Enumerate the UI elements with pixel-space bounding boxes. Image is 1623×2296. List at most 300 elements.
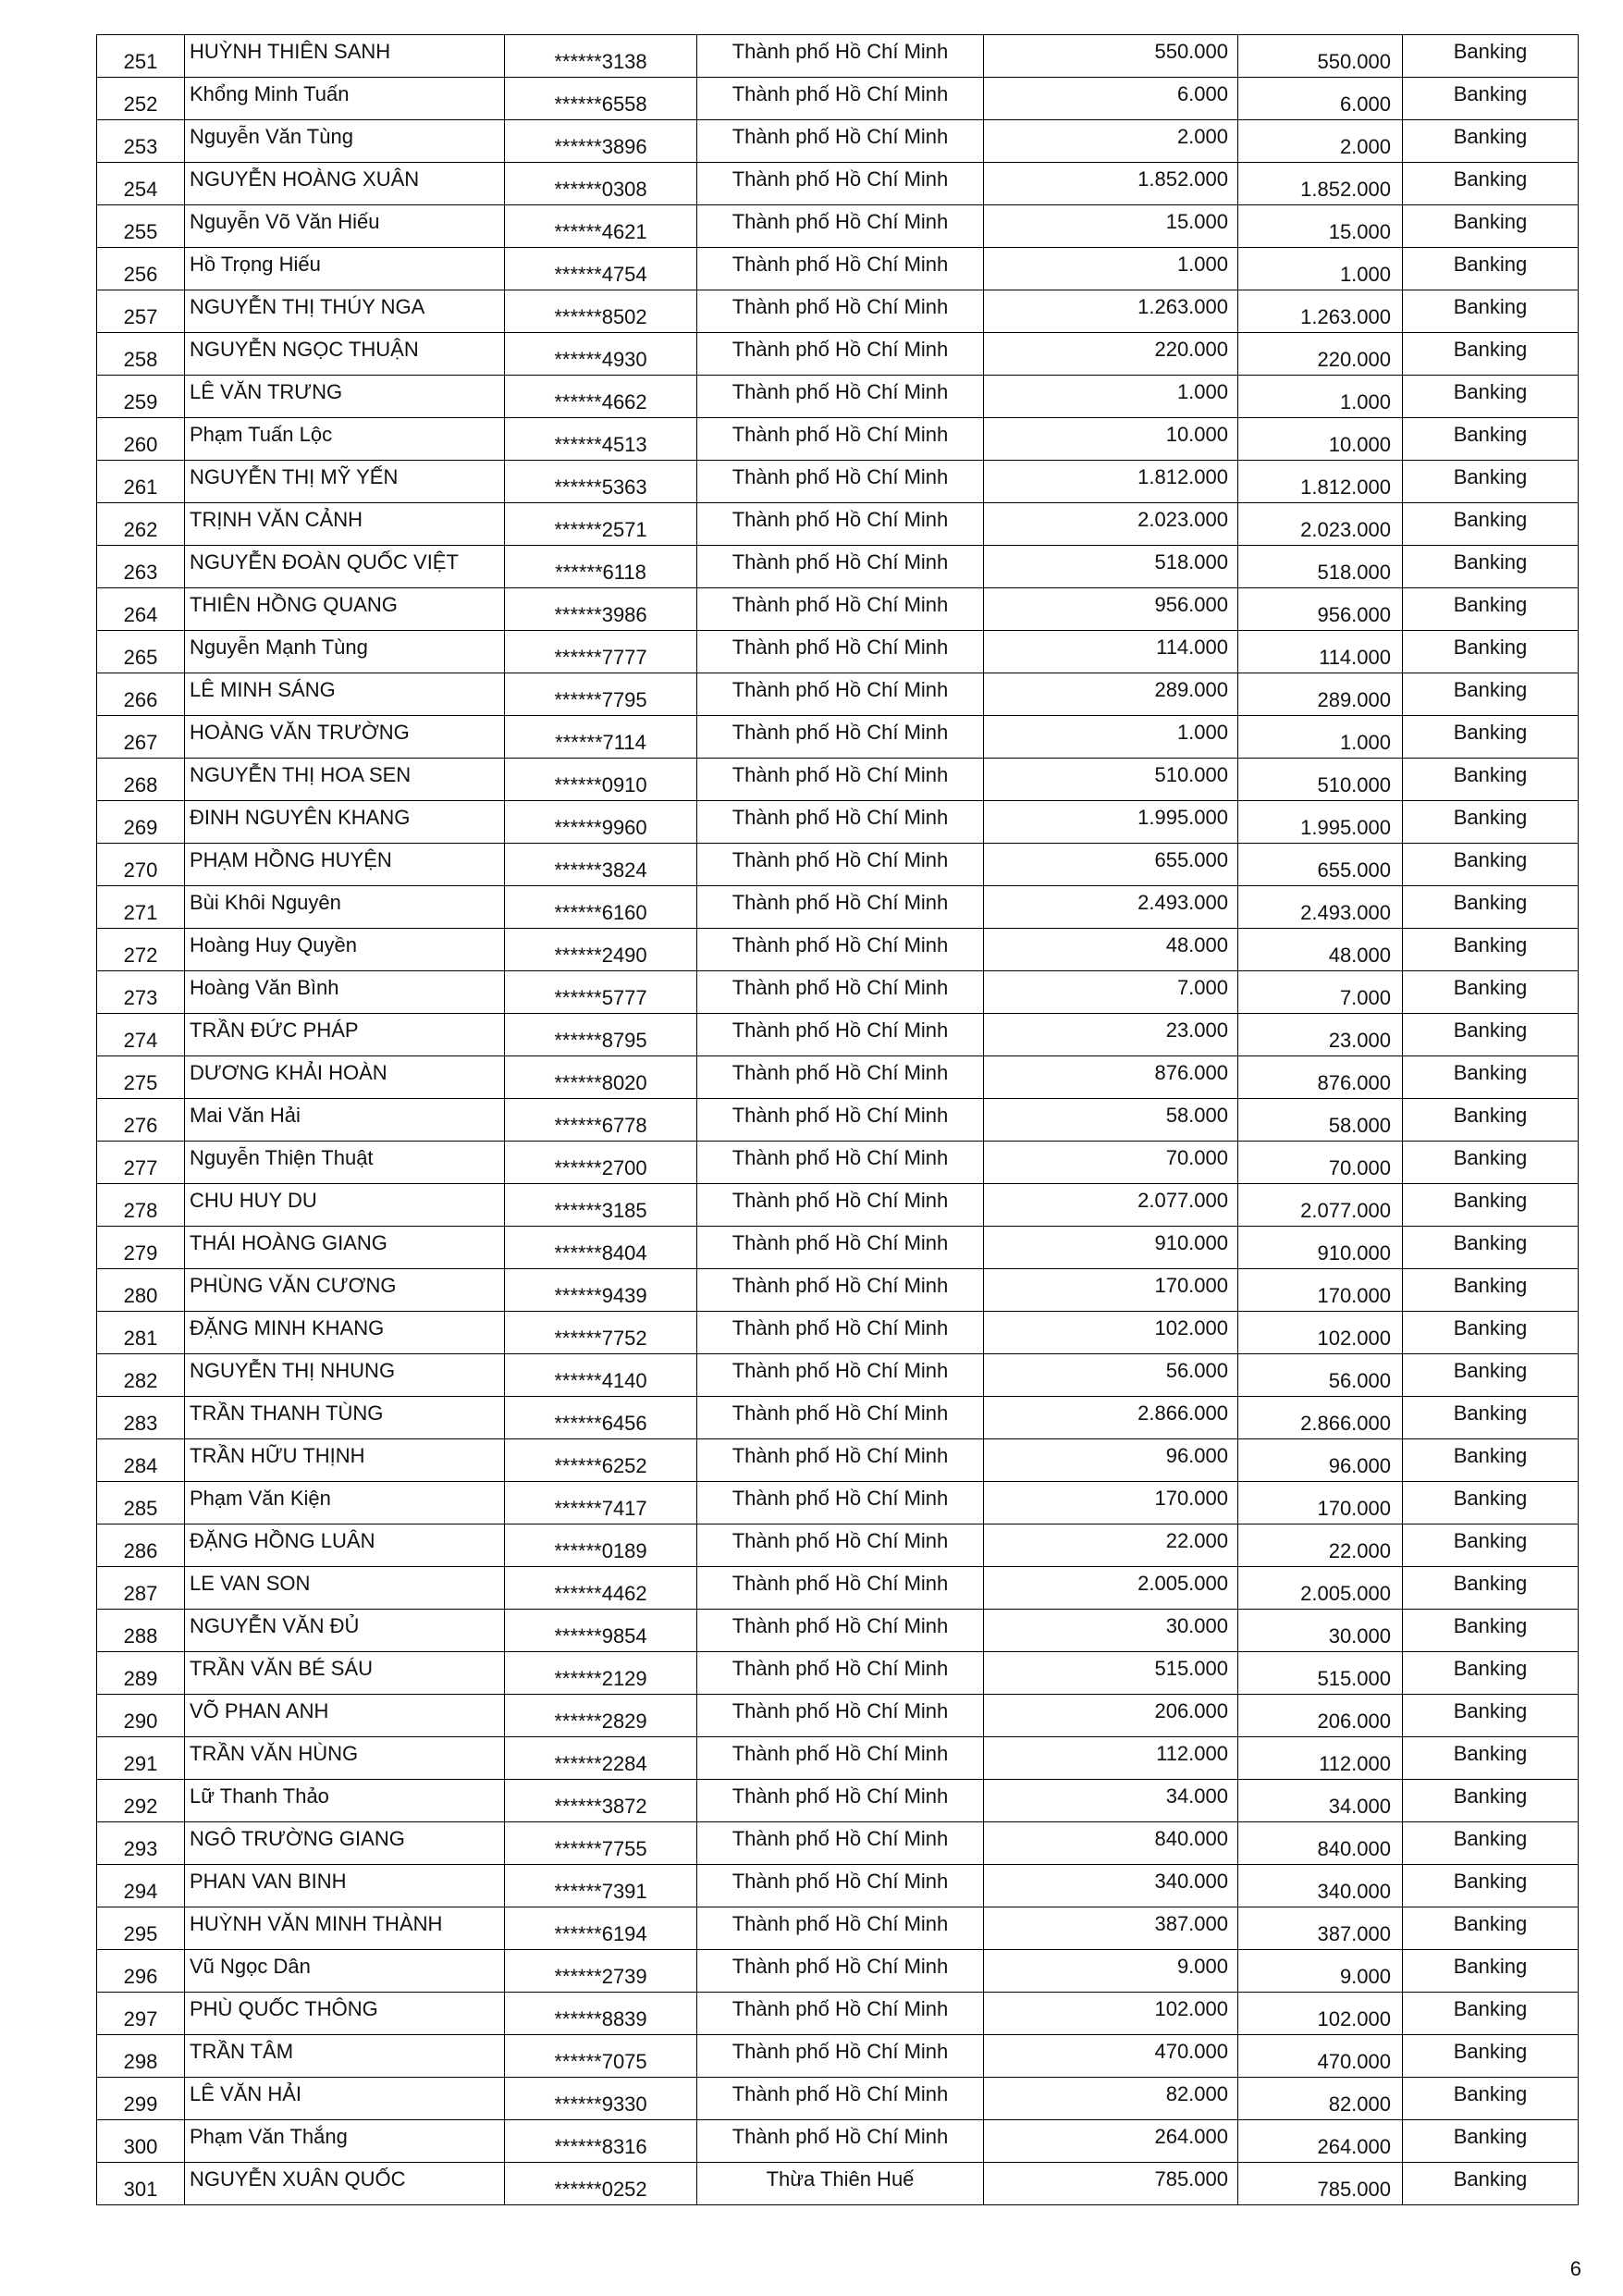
received-amount-cell: [1238, 588, 1403, 631]
table-row: [97, 78, 1579, 120]
account-number-cell: [505, 1780, 697, 1822]
amount-cell: [984, 1482, 1238, 1524]
amount: 82.000: [1165, 2082, 1228, 2105]
location-cell: [697, 1439, 984, 1482]
row-number: 258: [123, 348, 158, 371]
account-number: ******9330: [554, 2092, 647, 2116]
row-number-cell: [97, 1780, 185, 1822]
location-cell: [697, 801, 984, 844]
row-number-cell: [97, 1482, 185, 1524]
account-number: ******2739: [554, 1965, 647, 1988]
account-number-cell: [505, 1865, 697, 1907]
location-cell: [697, 35, 984, 78]
payment-method: Banking: [1453, 465, 1528, 488]
payment-method: Banking: [1453, 40, 1528, 63]
received-amount: 515.000: [1317, 1667, 1391, 1690]
amount: 220.000: [1154, 338, 1228, 361]
row-number-cell: [97, 1099, 185, 1142]
amount: 7.000: [1176, 976, 1228, 999]
amount: 9.000: [1176, 1955, 1228, 1978]
location-cell: [697, 248, 984, 290]
donor-name: Mai Văn Hải: [190, 1104, 301, 1127]
location: Thành phố Hồ Chí Minh: [732, 721, 949, 744]
row-number: 262: [123, 518, 158, 541]
received-amount-cell: [1238, 546, 1403, 588]
table-row: [97, 1056, 1579, 1099]
location-cell: [697, 1056, 984, 1099]
amount: 510.000: [1154, 763, 1228, 786]
donor-name-cell: [185, 1610, 505, 1652]
received-amount: 10.000: [1328, 433, 1391, 456]
amount-cell: [984, 120, 1238, 163]
account-number: ******3986: [554, 603, 647, 626]
payment-method-cell: [1403, 35, 1579, 78]
payment-method-cell: [1403, 1397, 1579, 1439]
payment-method-cell: [1403, 1695, 1579, 1737]
donor-name-cell: [185, 1397, 505, 1439]
location-cell: [697, 1482, 984, 1524]
location-cell: [697, 1993, 984, 2035]
payment-method-cell: [1403, 1312, 1579, 1354]
payment-method-cell: [1403, 1652, 1579, 1695]
donor-name: PHÙNG VĂN CƯƠNG: [190, 1274, 397, 1297]
amount-cell: [984, 1397, 1238, 1439]
amount-cell: [984, 1269, 1238, 1312]
location: Thành phố Hồ Chí Minh: [732, 933, 949, 957]
account-number-cell: [505, 163, 697, 205]
account-number: ******2129: [554, 1667, 647, 1690]
location-cell: [697, 546, 984, 588]
received-amount: 2.077.000: [1300, 1199, 1391, 1222]
received-amount: 30.000: [1328, 1624, 1391, 1648]
amount: 1.000: [1176, 721, 1228, 744]
donor-name: Nguyễn Mạnh Tùng: [190, 636, 368, 659]
account-number: ******4621: [554, 220, 647, 243]
received-amount-cell: [1238, 1142, 1403, 1184]
row-number-cell: [97, 333, 185, 376]
location-cell: [697, 1780, 984, 1822]
amount-cell: [984, 759, 1238, 801]
amount: 206.000: [1154, 1699, 1228, 1722]
received-amount-cell: [1238, 2035, 1403, 2078]
amount: 1.812.000: [1137, 465, 1228, 488]
table-row: [97, 2120, 1579, 2163]
location-cell: [697, 1610, 984, 1652]
row-number: 275: [123, 1071, 158, 1094]
location-cell: [697, 163, 984, 205]
row-number-cell: [97, 2120, 185, 2163]
row-number-cell: [97, 1652, 185, 1695]
amount-cell: [984, 546, 1238, 588]
donor-name: TRẦN VĂN HÙNG: [190, 1742, 359, 1765]
row-number-cell: [97, 120, 185, 163]
row-number-cell: [97, 1184, 185, 1227]
amount-cell: [984, 2078, 1238, 2120]
table-row: [97, 120, 1579, 163]
table-row: [97, 1482, 1579, 1524]
location: Thành phố Hồ Chí Minh: [732, 1784, 949, 1808]
payment-method-cell: [1403, 886, 1579, 929]
location: Thành phố Hồ Chí Minh: [732, 1231, 949, 1254]
amount: 30.000: [1165, 1614, 1228, 1637]
received-amount: 2.866.000: [1300, 1412, 1391, 1435]
account-number-cell: [505, 2035, 697, 2078]
account-number-cell: [505, 716, 697, 759]
account-number-cell: [505, 1142, 697, 1184]
row-number: 264: [123, 603, 158, 626]
table-row: [97, 1993, 1579, 2035]
row-number: 263: [123, 561, 158, 584]
row-number: 266: [123, 688, 158, 711]
row-number-cell: [97, 1567, 185, 1610]
location: Thành phố Hồ Chí Minh: [732, 210, 949, 233]
amount-cell: [984, 1184, 1238, 1227]
amount-cell: [984, 1354, 1238, 1397]
row-number: 260: [123, 433, 158, 456]
amount: 785.000: [1154, 2167, 1228, 2191]
donor-name: Hoàng Huy Quyền: [190, 933, 357, 957]
row-number-cell: [97, 205, 185, 248]
account-number: ******6252: [554, 1454, 647, 1477]
received-amount: 840.000: [1317, 1837, 1391, 1860]
account-number: ******2829: [554, 1710, 647, 1733]
payment-method-cell: [1403, 2120, 1579, 2163]
row-number-cell: [97, 290, 185, 333]
donor-name: NGUYỄN NGỌC THUẬN: [190, 338, 419, 361]
payment-method-cell: [1403, 1056, 1579, 1099]
payment-method: Banking: [1453, 1614, 1528, 1637]
amount: 10.000: [1165, 423, 1228, 446]
table-row: [97, 1269, 1579, 1312]
location: Thành phố Hồ Chí Minh: [732, 1487, 949, 1510]
amount: 470.000: [1154, 2040, 1228, 2063]
account-number-cell: [505, 759, 697, 801]
payment-method: Banking: [1453, 1784, 1528, 1808]
row-number: 254: [123, 178, 158, 201]
account-number: ******8839: [554, 2007, 647, 2031]
row-number-cell: [97, 503, 185, 546]
donor-name-cell: [185, 2120, 505, 2163]
account-number: ******0189: [554, 1539, 647, 1562]
row-number: 295: [123, 1922, 158, 1945]
received-amount-cell: [1238, 1354, 1403, 1397]
row-number: 286: [123, 1539, 158, 1562]
amount-cell: [984, 205, 1238, 248]
payment-method: Banking: [1453, 338, 1528, 361]
received-amount: 2.023.000: [1300, 518, 1391, 541]
location-cell: [697, 1524, 984, 1567]
payment-method: Banking: [1453, 1657, 1528, 1680]
account-number-cell: [505, 971, 697, 1014]
donor-name-cell: [185, 418, 505, 461]
account-number: ******3896: [554, 135, 647, 158]
payment-method: Banking: [1453, 1359, 1528, 1382]
amount-cell: [984, 78, 1238, 120]
donor-name-cell: [185, 1142, 505, 1184]
account-number: ******7075: [554, 2050, 647, 2073]
amount: 2.866.000: [1137, 1401, 1228, 1425]
row-number: 299: [123, 2092, 158, 2116]
row-number: 288: [123, 1624, 158, 1648]
account-number-cell: [505, 1610, 697, 1652]
received-amount: 170.000: [1317, 1284, 1391, 1307]
payment-method-cell: [1403, 971, 1579, 1014]
received-amount-cell: [1238, 2163, 1403, 2205]
row-number: 273: [123, 986, 158, 1009]
received-amount-cell: [1238, 1993, 1403, 2035]
location: Thành phố Hồ Chí Minh: [732, 508, 949, 531]
table-row: [97, 1184, 1579, 1227]
received-amount: 102.000: [1317, 2007, 1391, 2031]
row-number: 265: [123, 646, 158, 669]
account-number-cell: [505, 1056, 697, 1099]
amount-cell: [984, 1099, 1238, 1142]
row-number-cell: [97, 1014, 185, 1056]
row-number: 278: [123, 1199, 158, 1222]
row-number-cell: [97, 929, 185, 971]
received-amount: 1.000: [1339, 263, 1391, 286]
amount: 96.000: [1165, 1444, 1228, 1467]
location: Thành phố Hồ Chí Minh: [732, 1827, 949, 1850]
location-cell: [697, 333, 984, 376]
location: Thành phố Hồ Chí Minh: [732, 2125, 949, 2148]
payment-method: Banking: [1453, 933, 1528, 957]
row-number-cell: [97, 971, 185, 1014]
amount: 70.000: [1165, 1146, 1228, 1169]
donor-name: Lữ Thanh Thảo: [190, 1784, 329, 1808]
payment-method-cell: [1403, 1610, 1579, 1652]
row-number: 290: [123, 1710, 158, 1733]
account-number: ******7391: [554, 1880, 647, 1903]
payment-method-cell: [1403, 163, 1579, 205]
account-number: ******7795: [554, 688, 647, 711]
account-number: ******3872: [554, 1795, 647, 1818]
received-amount-cell: [1238, 1014, 1403, 1056]
location-cell: [697, 1652, 984, 1695]
payment-method-cell: [1403, 929, 1579, 971]
donor-name: TRẦN TÂM: [190, 2040, 294, 2063]
donor-name: LÊ MINH SÁNG: [190, 678, 336, 701]
payment-method: Banking: [1453, 1104, 1528, 1127]
payment-method-cell: [1403, 1439, 1579, 1482]
received-amount: 876.000: [1317, 1071, 1391, 1094]
row-number-cell: [97, 1865, 185, 1907]
account-number-cell: [505, 1312, 697, 1354]
received-amount-cell: [1238, 844, 1403, 886]
donor-name-cell: [185, 1014, 505, 1056]
table-row: [97, 1354, 1579, 1397]
amount: 1.000: [1176, 380, 1228, 403]
table-row: [97, 163, 1579, 205]
account-number: ******3138: [554, 50, 647, 73]
account-number-cell: [505, 631, 697, 673]
amount-cell: [984, 716, 1238, 759]
payment-method-cell: [1403, 1482, 1579, 1524]
received-amount: 206.000: [1317, 1710, 1391, 1733]
received-amount-cell: [1238, 1822, 1403, 1865]
amount: 170.000: [1154, 1487, 1228, 1510]
received-amount-cell: [1238, 376, 1403, 418]
location: Thành phố Hồ Chí Minh: [732, 1359, 949, 1382]
row-number-cell: [97, 759, 185, 801]
amount-cell: [984, 886, 1238, 929]
table-row: [97, 631, 1579, 673]
table-row: [97, 1865, 1579, 1907]
donor-name: ĐẶNG MINH KHANG: [190, 1316, 385, 1339]
received-amount: 289.000: [1317, 688, 1391, 711]
account-number-cell: [505, 503, 697, 546]
donor-name: NGUYỄN HOÀNG XUÂN: [190, 167, 420, 191]
payment-method: Banking: [1453, 1827, 1528, 1850]
amount-cell: [984, 1780, 1238, 1822]
account-number: ******0252: [554, 2178, 647, 2201]
payment-method-cell: [1403, 716, 1579, 759]
account-number: ******7114: [555, 731, 646, 754]
payment-method: Banking: [1453, 1487, 1528, 1510]
payment-method: Banking: [1453, 508, 1528, 531]
row-number: 291: [123, 1752, 158, 1775]
received-amount-cell: [1238, 503, 1403, 546]
row-number-cell: [97, 163, 185, 205]
received-amount-cell: [1238, 1482, 1403, 1524]
row-number: 276: [123, 1114, 158, 1137]
donor-name-cell: [185, 1907, 505, 1950]
amount: 550.000: [1154, 40, 1228, 63]
account-number-cell: [505, 248, 697, 290]
payment-method: Banking: [1453, 1955, 1528, 1978]
received-amount-cell: [1238, 1950, 1403, 1993]
location: Thành phố Hồ Chí Minh: [732, 1146, 949, 1169]
location-cell: [697, 631, 984, 673]
received-amount-cell: [1238, 971, 1403, 1014]
donor-name-cell: [185, 2035, 505, 2078]
table-row: [97, 461, 1579, 503]
row-number-cell: [97, 1439, 185, 1482]
account-number-cell: [505, 2078, 697, 2120]
location: Thành phố Hồ Chí Minh: [732, 465, 949, 488]
donor-name-cell: [185, 333, 505, 376]
donor-name: Nguyễn Võ Văn Hiếu: [190, 210, 380, 233]
location-cell: [697, 1950, 984, 1993]
donor-name: THIÊN HỒNG QUANG: [190, 593, 398, 616]
account-number-cell: [505, 1269, 697, 1312]
payment-method: Banking: [1453, 2167, 1528, 2191]
payment-method-cell: [1403, 1822, 1579, 1865]
location: Thành phố Hồ Chí Minh: [732, 1274, 949, 1297]
payment-method-cell: [1403, 120, 1579, 163]
payment-method-cell: [1403, 801, 1579, 844]
payment-method: Banking: [1453, 1061, 1528, 1084]
donor-name-cell: [185, 290, 505, 333]
amount: 515.000: [1154, 1657, 1228, 1680]
received-amount: 70.000: [1328, 1156, 1391, 1179]
payment-method-cell: [1403, 1014, 1579, 1056]
received-amount: 1.263.000: [1300, 305, 1391, 328]
payment-method-cell: [1403, 1099, 1579, 1142]
donor-name: Hoàng Văn Bình: [190, 976, 339, 999]
donor-name-cell: [185, 1865, 505, 1907]
row-number-cell: [97, 844, 185, 886]
amount-cell: [984, 1865, 1238, 1907]
received-amount-cell: [1238, 418, 1403, 461]
donor-name: TRẦN HỮU THỊNH: [190, 1444, 365, 1467]
account-number: ******6558: [554, 93, 647, 116]
account-number: ******9960: [554, 816, 647, 839]
location: Thành phố Hồ Chí Minh: [732, 636, 949, 659]
received-amount: 550.000: [1317, 50, 1391, 73]
location: Thành phố Hồ Chí Minh: [732, 1614, 949, 1637]
received-amount: 655.000: [1317, 858, 1391, 882]
row-number-cell: [97, 1907, 185, 1950]
payment-method: Banking: [1453, 2125, 1528, 2148]
row-number: 282: [123, 1369, 158, 1392]
payment-method-cell: [1403, 844, 1579, 886]
donor-name: Hồ Trọng Hiếu: [190, 253, 321, 276]
location-cell: [697, 886, 984, 929]
row-number: 261: [123, 475, 158, 499]
amount: 102.000: [1154, 1997, 1228, 2020]
location-cell: [697, 1014, 984, 1056]
row-number-cell: [97, 1397, 185, 1439]
received-amount-cell: [1238, 1269, 1403, 1312]
donor-name-cell: [185, 1950, 505, 1993]
row-number-cell: [97, 2078, 185, 2120]
donor-name: Bùi Khôi Nguyên: [190, 891, 341, 914]
amount-cell: [984, 248, 1238, 290]
account-number-cell: [505, 290, 697, 333]
location: Thành phố Hồ Chí Minh: [732, 423, 949, 446]
amount-cell: [984, 290, 1238, 333]
account-number-cell: [505, 1695, 697, 1737]
amount-cell: [984, 588, 1238, 631]
payment-method: Banking: [1453, 891, 1528, 914]
donor-name: Khổng Minh Tuấn: [190, 82, 350, 105]
amount-cell: [984, 2120, 1238, 2163]
row-number-cell: [97, 1354, 185, 1397]
row-number: 294: [123, 1880, 158, 1903]
location: Thành phố Hồ Chí Minh: [732, 1444, 949, 1467]
donor-name-cell: [185, 248, 505, 290]
row-number-cell: [97, 1142, 185, 1184]
donor-name: NGUYỄN ĐOÀN QUỐC VIỆT: [190, 550, 459, 574]
payment-method: Banking: [1453, 593, 1528, 616]
row-number-cell: [97, 376, 185, 418]
location: Thành phố Hồ Chí Minh: [732, 167, 949, 191]
donor-name-cell: [185, 35, 505, 78]
amount: 655.000: [1154, 848, 1228, 871]
received-amount-cell: [1238, 1652, 1403, 1695]
location-cell: [697, 1227, 984, 1269]
received-amount: 22.000: [1328, 1539, 1391, 1562]
row-number: 283: [123, 1412, 158, 1435]
payment-method: Banking: [1453, 1572, 1528, 1595]
donor-name-cell: [185, 929, 505, 971]
received-amount: 518.000: [1317, 561, 1391, 584]
donor-name: TRỊNH VĂN CẢNH: [190, 508, 363, 531]
donor-name-cell: [185, 801, 505, 844]
donor-name: Vũ Ngọc Dân: [190, 1955, 311, 1978]
table-row: [97, 1780, 1579, 1822]
row-number: 269: [123, 816, 158, 839]
payment-method: Banking: [1453, 721, 1528, 744]
location-cell: [697, 1865, 984, 1907]
amount-cell: [984, 844, 1238, 886]
payment-method: Banking: [1453, 1274, 1528, 1297]
amount: 15.000: [1165, 210, 1228, 233]
received-amount-cell: [1238, 1780, 1403, 1822]
location: Thành phố Hồ Chí Minh: [732, 848, 949, 871]
location-cell: [697, 290, 984, 333]
